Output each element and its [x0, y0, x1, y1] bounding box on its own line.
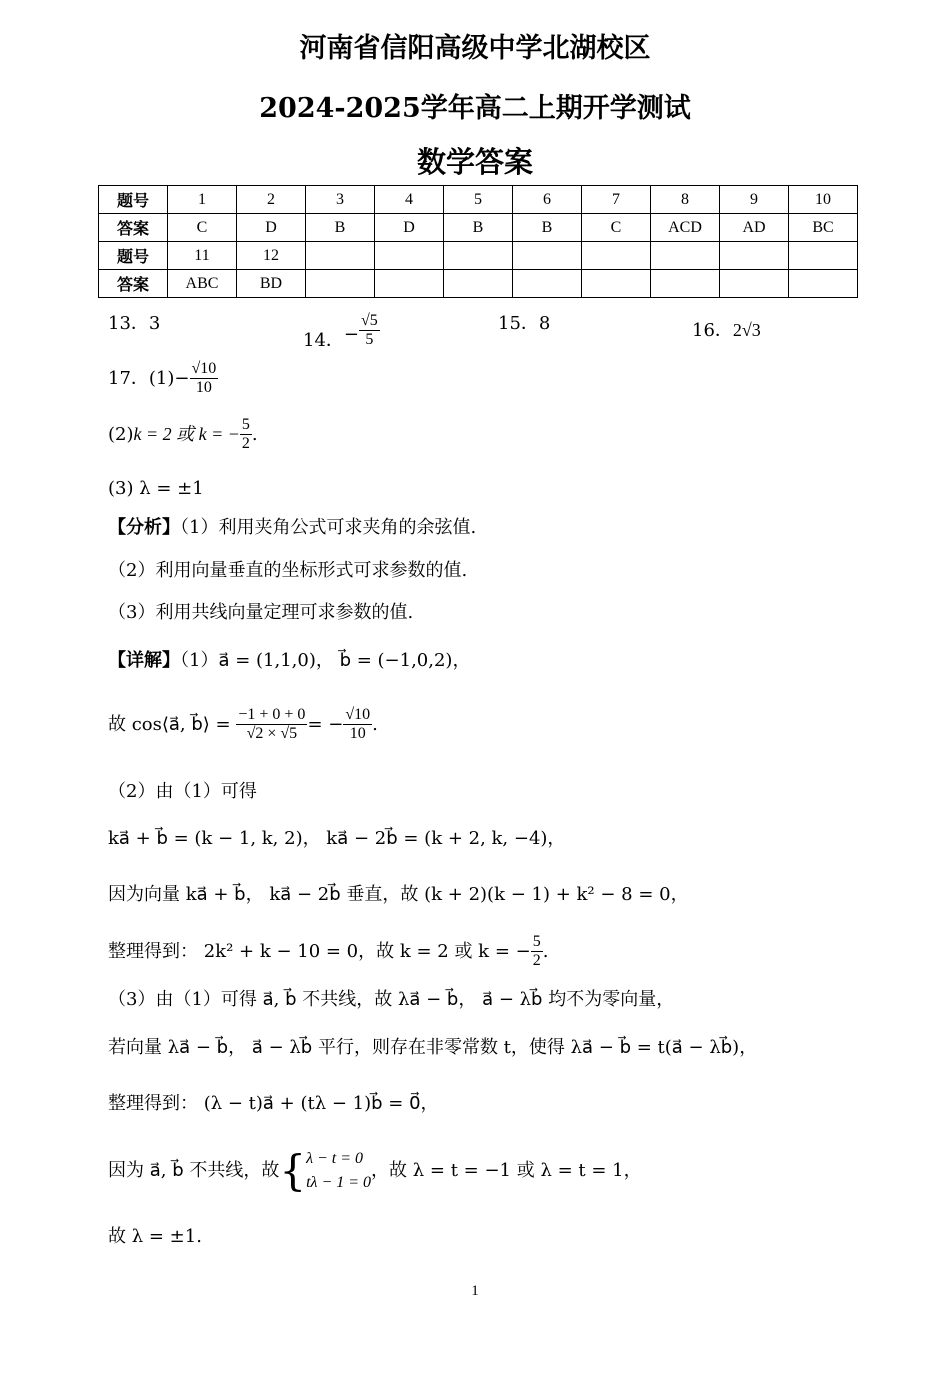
table-cell [582, 270, 651, 298]
row-label: 题号 [99, 242, 168, 270]
answer-16-label: 16． [692, 320, 733, 341]
table-cell: 9 [720, 186, 789, 214]
fraction-numerator: 5 [531, 933, 543, 952]
table-cell: D [237, 214, 306, 242]
fraction-denominator: 10 [349, 725, 366, 743]
table-cell [513, 242, 582, 270]
table-cell: 11 [168, 242, 237, 270]
detail-2-vectors: ka⃗ + b⃗ = (k − 1, k, 2)， ka⃗ − 2b⃗ = (k + 2, k, −4)， [108, 828, 566, 849]
table-cell: 1 [168, 186, 237, 214]
detail-3-tidy: 整理得到： (λ − t)a⃗ + (tλ − 1)b⃗ = 0⃗， [108, 1093, 439, 1114]
answer-row-1 [99, 214, 858, 242]
table-cell: C [168, 214, 237, 242]
table-cell [651, 242, 720, 270]
detail-3-system-suffix: ，故 λ = t = −1 或 λ = t = 1， [371, 1160, 642, 1181]
detail-cos-fraction-2 [343, 706, 372, 744]
fraction-denominator: √2 × √5 [246, 725, 298, 743]
table-cell: B [306, 214, 375, 242]
q17-part1-fraction [190, 360, 219, 398]
table-cell [306, 242, 375, 270]
detail-3-system-line [108, 1147, 642, 1195]
analysis-title: 【分析】 [108, 517, 180, 538]
fraction-numerator: −1 + 0 + 0 [236, 706, 307, 725]
answer-14-fraction [359, 312, 380, 350]
fraction-numerator: 5 [240, 416, 252, 435]
answer-14-label: 14． [303, 329, 344, 351]
detail-cos-fraction [236, 706, 307, 744]
brace-icon: { [279, 1146, 307, 1195]
exam-title: 2024-2025学年高二上期开学测试 [259, 93, 691, 124]
answer-16-value: 2√3 [732, 320, 761, 340]
detail-title: 【详解】 [108, 650, 180, 671]
table-cell: 10 [789, 186, 858, 214]
detail-2-solve: 整理得到： 2k² + k − 10 = 0，故 k = 2 或 k = − $\frac{5}{2}$ . [108, 933, 549, 970]
answer-row-2 [99, 270, 858, 298]
row-label: 答案 [99, 270, 168, 298]
fraction-denominator: 5 [365, 331, 374, 349]
analysis-line-2: （2）利用向量垂直的坐标形式可求参数的值. [108, 560, 468, 581]
answer-13: 13．3 [108, 313, 161, 334]
table-cell [375, 270, 444, 298]
table-cell: ACD [651, 214, 720, 242]
page-number: 1 [471, 1283, 479, 1299]
table-cell: 7 [582, 186, 651, 214]
answer-14-sign: − [343, 323, 359, 345]
analysis-line-1 [108, 519, 476, 537]
detail-3-parallel: 若向量 λa⃗ − b⃗， a⃗ − λb⃗ 平行，则存在非零常数 t，使得 λa⃗ − b⃗ = t(a⃗ − λb⃗)， [108, 1037, 758, 1058]
equation-system [306, 1147, 371, 1195]
q17-part2-fraction [240, 416, 252, 454]
detail-2-solve-fraction [531, 933, 543, 971]
table-cell [306, 270, 375, 298]
fraction-denominator: 2 [241, 435, 250, 453]
fraction-numerator: √10 [343, 706, 372, 725]
analysis-line-3: （3）利用共线向量定理可求参数的值. [108, 602, 414, 623]
detail-cos-line: 故 cos⟨a⃗, b⃗⟩ = $\frac{-1 + 0 + 0}{√2 \times √5}$ = − $\frac{√10}{10}$ . [108, 706, 378, 743]
detail-text-1: （1）a⃗ = (1,1,0)， b⃗ = (−1,0,2)， [180, 650, 471, 671]
table-cell: 5 [444, 186, 513, 214]
q17-part2: (2)k = 2 或 k = − $\frac{5}{2}$ . [108, 416, 258, 453]
table-cell [720, 270, 789, 298]
question-row-1 [99, 186, 858, 214]
table-cell: 2 [237, 186, 306, 214]
table-cell: 6 [513, 186, 582, 214]
table-cell: D [375, 214, 444, 242]
question-row-2 [99, 242, 858, 270]
detail-cos-prefix: 故 cos⟨a⃗, b⃗⟩ = [108, 713, 231, 735]
detail-3-intro: （3）由（1）可得 a⃗, b⃗ 不共线，故 λa⃗ − b⃗， a⃗ − λb⃗ 均不为零向量， [108, 989, 675, 1010]
detail-line-1 [108, 652, 470, 670]
fraction-denominator: 10 [195, 379, 212, 397]
q17-part2-expr: k = 2 或 k = − [133, 423, 240, 444]
table-cell [444, 270, 513, 298]
row-label: 答案 [99, 214, 168, 242]
table-cell: 8 [651, 186, 720, 214]
detail-cos-eq: = − [307, 713, 344, 735]
table-cell: 4 [375, 186, 444, 214]
school-title: 河南省信阳高级中学北湖校区 [299, 33, 651, 64]
fraction-denominator: 2 [532, 952, 541, 970]
table-cell [720, 242, 789, 270]
table-cell: BD [237, 270, 306, 298]
table-cell [651, 270, 720, 298]
table-cell [444, 242, 513, 270]
fraction-numerator: √10 [190, 360, 219, 379]
system-equation-1: λ − t = 0 [306, 1150, 364, 1167]
table-cell: 3 [306, 186, 375, 214]
table-cell: C [582, 214, 651, 242]
answer-15: 15．8 [498, 313, 551, 334]
table-cell: BC [789, 214, 858, 242]
q17-part1-sign: − [174, 367, 190, 389]
detail-2-solve-text: 整理得到： 2k² + k − 10 = 0，故 k = 2 或 k = − [108, 940, 531, 962]
table-cell [375, 242, 444, 270]
answer-16 [692, 321, 761, 340]
subject-title: 数学答案 [416, 145, 533, 179]
q17-label: 17．(1) [108, 367, 175, 389]
table-cell [789, 242, 858, 270]
table-cell: B [444, 214, 513, 242]
fraction-numerator: √5 [359, 312, 380, 331]
q17-part2-label: (2) [108, 423, 134, 445]
detail-2-intro: （2）由（1）可得 [108, 781, 257, 802]
detail-2-perpendicular: 因为向量 ka⃗ + b⃗， ka⃗ − 2b⃗ 垂直，故 (k + 2)(k − 1) + k² − 8 = 0， [108, 884, 689, 905]
row-label: 题号 [99, 186, 168, 214]
answer-14 [303, 312, 380, 350]
answer-table [98, 185, 858, 298]
table-cell [789, 270, 858, 298]
table-cell: B [513, 214, 582, 242]
table-cell: 12 [237, 242, 306, 270]
q17-part1 [108, 360, 218, 398]
table-cell [513, 270, 582, 298]
system-equation-2: tλ − 1 = 0 [306, 1174, 372, 1191]
q17-part3: (3) λ = ±1 [108, 478, 204, 499]
table-cell [582, 242, 651, 270]
detail-3-final: 故 λ = ±1. [108, 1226, 202, 1247]
analysis-text-1: （1）利用夹角公式可求夹角的余弦值. [180, 517, 477, 538]
table-cell: ABC [168, 270, 237, 298]
table-cell: AD [720, 214, 789, 242]
detail-3-system-prefix: 因为 a⃗, b⃗ 不共线，故 [108, 1160, 280, 1181]
